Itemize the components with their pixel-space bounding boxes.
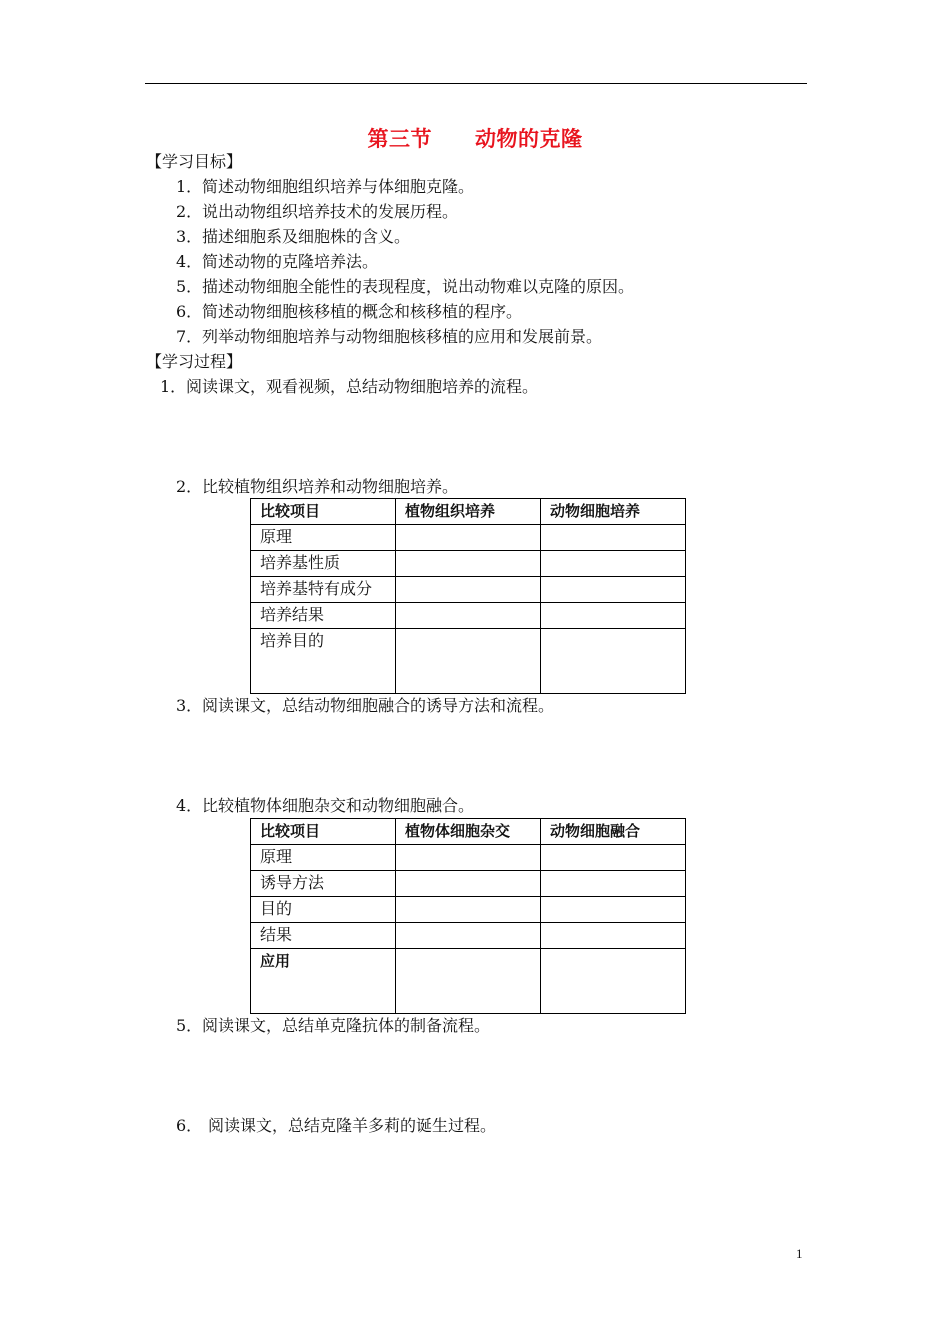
table-cell-empty	[396, 629, 541, 694]
table-row	[251, 551, 686, 577]
table-row-label: 原理	[251, 845, 396, 871]
question-1	[160, 377, 538, 397]
table-cell-empty	[541, 603, 686, 629]
table-row	[251, 845, 686, 871]
question-num: 2．	[176, 477, 203, 496]
table-cell-empty	[396, 923, 541, 949]
question-num: 3．	[176, 696, 203, 715]
table-row	[251, 897, 686, 923]
table-row	[251, 629, 686, 694]
process-heading: 【学习过程】	[146, 352, 243, 371]
table-row-label: 原理	[251, 525, 396, 551]
comparison-table-fusion	[250, 818, 686, 1014]
objective-text: 列举动物细胞培养与动物细胞核移植的应用和发展前景。	[202, 327, 603, 346]
objective-item	[176, 177, 474, 197]
question-num: 5．	[176, 1016, 203, 1035]
objective-num: 3．	[176, 227, 203, 246]
objective-item	[176, 277, 634, 297]
table-cell-empty	[396, 897, 541, 923]
table-row-label: 培养目的	[251, 629, 396, 694]
objective-item	[176, 327, 602, 347]
table-row-label: 培养结果	[251, 603, 396, 629]
table-row-label: 培养基特有成分	[251, 577, 396, 603]
question-2	[176, 477, 458, 497]
table-cell-empty	[396, 603, 541, 629]
objective-item	[176, 302, 522, 322]
objective-text: 简述动物的克隆培养法。	[202, 252, 379, 271]
table-cell-empty	[541, 551, 686, 577]
table-cell-empty	[541, 629, 686, 694]
page-number: 1	[796, 1246, 803, 1261]
objective-item	[176, 252, 378, 272]
table-cell-empty	[396, 577, 541, 603]
table-cell-empty	[541, 923, 686, 949]
table-cell-empty	[541, 949, 686, 1014]
table-header-cell: 植物体细胞杂交	[396, 819, 541, 845]
table-row-label: 应用	[251, 949, 396, 1014]
table-cell-empty	[541, 525, 686, 551]
objective-text: 简述动物细胞核移植的概念和核移植的程序。	[202, 302, 523, 321]
table-row	[251, 923, 686, 949]
table-cell-empty	[396, 871, 541, 897]
table-row	[251, 577, 686, 603]
table-header-row	[251, 499, 686, 525]
objective-num: 7．	[176, 327, 203, 346]
table-header-cell: 植物组织培养	[396, 499, 541, 525]
header-rule	[145, 83, 807, 84]
comparison-table-culture	[250, 498, 686, 694]
table-row-label: 培养基性质	[251, 551, 396, 577]
objective-text: 描述细胞系及细胞株的含义。	[202, 227, 411, 246]
objective-num: 5．	[176, 277, 203, 296]
table-cell-empty	[541, 871, 686, 897]
question-text: 阅读课文，总结动物细胞融合的诱导方法和流程。	[202, 696, 555, 715]
objective-text: 简述动物细胞组织培养与体细胞克隆。	[202, 177, 475, 196]
objective-num: 6．	[176, 302, 203, 321]
question-6	[176, 1116, 496, 1136]
table-row	[251, 525, 686, 551]
question-text: 比较植物体细胞杂交和动物细胞融合。	[202, 796, 475, 815]
table-cell-empty	[541, 577, 686, 603]
table-header-row	[251, 819, 686, 845]
table-row	[251, 871, 686, 897]
table-row-label: 目的	[251, 897, 396, 923]
table-header-cell: 比较项目	[251, 819, 396, 845]
question-text: 比较植物组织培养和动物细胞培养。	[202, 477, 459, 496]
table-row-label: 结果	[251, 923, 396, 949]
table-header-cell: 动物细胞培养	[541, 499, 686, 525]
objective-num: 2．	[176, 202, 203, 221]
table-row-label: 诱导方法	[251, 871, 396, 897]
objective-item	[176, 227, 410, 247]
table-cell-empty	[396, 551, 541, 577]
question-text: 阅读课文，观看视频，总结动物细胞培养的流程。	[186, 377, 539, 396]
question-5	[176, 1016, 490, 1036]
question-text: 阅读课文，总结单克隆抗体的制备流程。	[202, 1016, 491, 1035]
table-cell-empty	[541, 897, 686, 923]
question-text: 阅读课文，总结克隆羊多莉的诞生过程。	[208, 1116, 497, 1135]
objective-text: 说出动物组织培养技术的发展历程。	[202, 202, 459, 221]
table-row	[251, 949, 686, 1014]
question-3	[176, 696, 554, 716]
objective-num: 1．	[176, 177, 203, 196]
page-title: 第三节 动物的克隆	[367, 126, 583, 151]
objective-item	[176, 202, 458, 222]
table-header-cell: 比较项目	[251, 499, 396, 525]
table-cell-empty	[396, 949, 541, 1014]
objectives-heading: 【学习目标】	[146, 152, 243, 171]
question-num: 4．	[176, 796, 203, 815]
table-cell-empty	[396, 525, 541, 551]
table-cell-empty	[396, 845, 541, 871]
table-row	[251, 603, 686, 629]
table-header-cell: 动物细胞融合	[541, 819, 686, 845]
question-num: 6．	[176, 1116, 203, 1135]
objective-text: 描述动物细胞全能性的表现程度，说出动物难以克隆的原因。	[202, 277, 635, 296]
table-cell-empty	[541, 845, 686, 871]
question-num: 1．	[160, 377, 187, 396]
objective-num: 4．	[176, 252, 203, 271]
question-4	[176, 796, 474, 816]
